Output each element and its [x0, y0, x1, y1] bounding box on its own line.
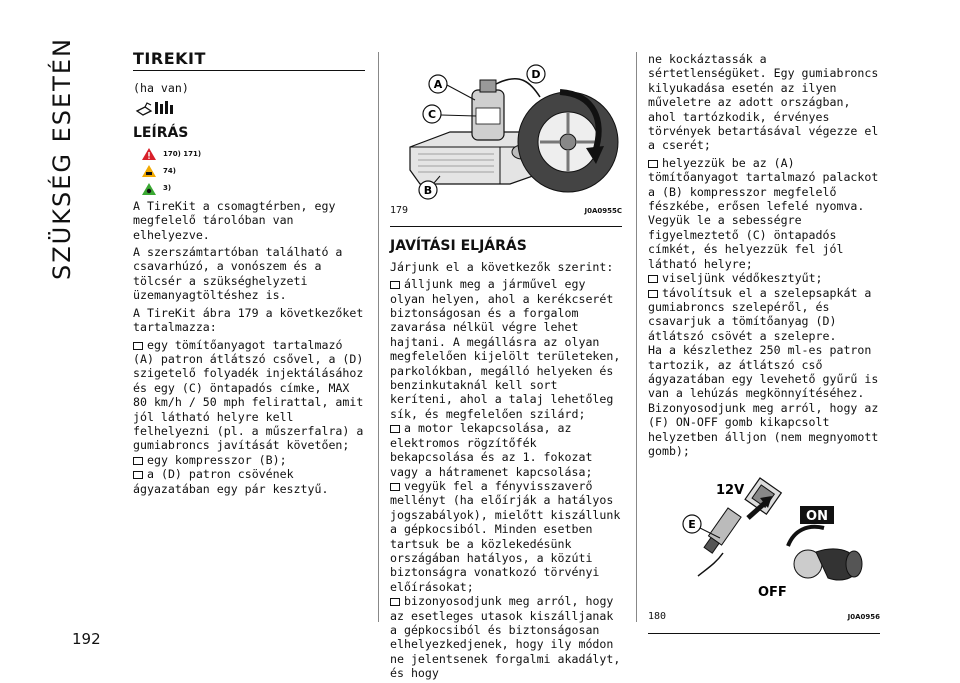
- warning-ref-row: [141, 147, 365, 161]
- tirekit-symbol: [135, 99, 365, 120]
- onoff-illustration: [648, 468, 880, 608]
- paragraph: A TireKit a csomagtérben, egy megfelelő tárolóban van elhelyezve.: [133, 198, 336, 242]
- section-side-title: SZÜKSÉG ESETÉN: [48, 37, 76, 280]
- intro-text: Járjunk el a következők szerint:: [390, 259, 614, 274]
- figure-caption: [390, 202, 622, 226]
- paragraph: Ha a készlethez 250 ml-es patron tartozik, az átlátszó cső ágyazatában egy levehető gyűrű is van a lehúzás megkönnyítéséhez. Bizonyosodjunk meg arról, hogy az (F) ON-OFF gomb kikapcsolt helyzetben álljon (nem megnyomott gomb);: [648, 343, 879, 458]
- list-item: a (D) patron csövének ágyazatában egy pár kesztyű.: [133, 467, 329, 496]
- environment-ref-row: [141, 181, 365, 195]
- warning-refs: 170) 171): [163, 149, 202, 158]
- list-item: viseljünk védőkesztyűt;: [648, 271, 880, 285]
- bullet-box-icon: [133, 471, 143, 479]
- list-item: bizonyosodjunk meg arról, hogy az esetleges utasok kiszálljanak a gépkocsiból és biztonságosan elhelyezkedjenek, hogy ily módon ne jelentsenek forgalmi akadályt, és hogy: [390, 594, 621, 681]
- subsection-title: JAVÍTÁSI ELJÁRÁS: [390, 238, 527, 255]
- bullet-box-icon: [133, 342, 143, 350]
- callout-a: A: [433, 78, 443, 91]
- bullet-box-icon: [390, 281, 400, 289]
- figure-number: 180: [648, 611, 667, 623]
- label-on: ON: [806, 509, 828, 525]
- column-divider: [636, 52, 637, 622]
- caution-car-icon: [141, 164, 157, 178]
- continuation-text: ne kockáztassák a sértetlenségüket. Egy gumiabroncs kilyukadása esetén az ilyen műveletre az adott országban, ahol tartózkodik, érvényes törvények betartásával végezze el a cserét;: [648, 52, 879, 153]
- column-divider: [378, 52, 379, 622]
- list-item: álljunk meg a járművel egy olyan helyen, ahol a kerékcserét biztonságosan és a forgalom zavarása nélkül végre lehet hajtani. A megállásra az olyan megfelelően kijelölt területeken, parkolókban, megálló helyeken és benzinkutaknál kell sort keríteni, ahol a talaj lehetőleg sík, és megfelelően szilárd;: [390, 277, 621, 421]
- bullet-box-icon: [648, 290, 658, 298]
- list-item: a motor lekapcsolása, az elektromos rögzítőfék bekapcsolása és az 1. fokozat vagy a hátramenet kapcsolása;: [390, 421, 593, 479]
- bullet-box-icon: [390, 483, 400, 491]
- caution-ref-row: [141, 164, 365, 178]
- column-1: [133, 49, 365, 496]
- bullet-box-icon: [648, 160, 658, 168]
- figure-180: [648, 468, 880, 633]
- callout-c: C: [427, 108, 437, 121]
- figure-code: J0A0955C: [584, 207, 622, 215]
- warning-triangle-icon: [141, 147, 157, 161]
- page-number: 192: [72, 630, 101, 648]
- section-title: TIREKIT: [133, 52, 365, 71]
- callout-e: E: [688, 518, 696, 532]
- environment-refs: 3): [163, 184, 172, 193]
- list-item: egy kompresszor (B);: [133, 453, 365, 467]
- figure-code: J0A0956: [847, 613, 880, 622]
- subsection-title: LEÍRÁS: [133, 125, 189, 142]
- caution-refs: 74): [163, 167, 176, 176]
- list-item: egy tömítőanyagot tartalmazó (A) patron átlátszó csővel, a (D) szigetelő folyadék injektálásához és egy (C) öntapadós címke, MAX 80 km/h / 50 mph felirattal, amit jól látható helyre kell felhelyezni (pl. a műszerfalra) a gumiabroncs javítását követően;: [133, 337, 364, 453]
- list-item: helyezzük be az (A) tömítőanyagot tartalmazó palackot a (B) kompresszor megfelelő fészkébe, erősen lefelé nyomva. Vegyük le a sebességre figyelmeztető (C) öntapadós címkét, és helyezzük fel jól látható helyre;: [648, 155, 879, 271]
- availability-note: (ha van): [133, 81, 189, 96]
- paragraph: A szerszámtartóban található a csavarhúzó, a vonószem és a tölcsér a szükséghelyzeti üzemanyagtöltéshez is.: [133, 245, 343, 303]
- tirekit-icon: [135, 99, 179, 117]
- figure-caption: [648, 608, 880, 632]
- label-off: OFF: [758, 585, 787, 601]
- figure-179: [390, 52, 622, 227]
- tirekit-illustration: [390, 52, 622, 202]
- bullet-box-icon: [133, 457, 143, 465]
- bullet-box-icon: [390, 425, 400, 433]
- label-12v: 12V: [716, 483, 745, 499]
- column-2: [390, 52, 622, 681]
- column-3: [648, 52, 880, 634]
- callout-d: D: [531, 68, 541, 81]
- callout-b: B: [423, 184, 433, 197]
- list-item: távolítsuk el a szelepsapkát a gumiabroncs szelepéről, és csavarjuk a tömítőanyag (D) átlátszó csövét a szelepre.: [648, 285, 872, 343]
- bullet-box-icon: [648, 275, 658, 283]
- paragraph: A TireKit ábra 179 a következőket tartalmazza:: [133, 305, 364, 335]
- list-item: vegyük fel a fényvisszaverő mellényt (ha előírják a hatályos jogszabályok), mielőtt kiszállunk a gépkocsiból. Minden esetben tartsuk be a közlekedésünk országában hatályos, a közúti biztonságra vonatkozó törvényi előírásokat;: [390, 478, 621, 594]
- figure-number: 179: [390, 205, 409, 216]
- environment-icon: [141, 182, 157, 196]
- bullet-box-icon: [390, 598, 400, 606]
